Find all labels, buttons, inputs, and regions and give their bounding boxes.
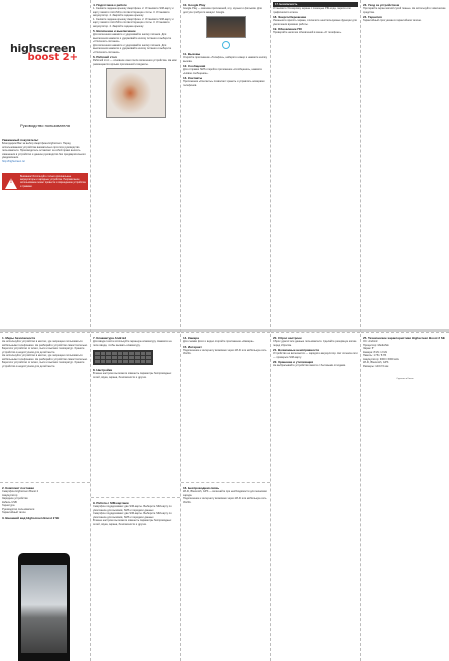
section-heading: 16. Беспроводная связь: [183, 486, 220, 490]
spec-item: Процессор: MediaTek: [363, 343, 389, 347]
column-1: [0, 0, 90, 661]
section-text: Сброс удалит все данные пользователя. Сделайте резервную копию перед сбросом.: [273, 340, 357, 347]
contents-item: Руководство пользователя: [2, 507, 35, 511]
safety-text-2: Не используйте устройство в местах, где запрещено пользоваться мобильными телефонами. Не разбирайте устройство самостоятельно. Берегите устройство от влаги, пыли и высоких температур. Храните устройство в недоступном для детей месте.: [2, 354, 88, 368]
spec-item: Память: 1 ГБ / 8 ГБ: [363, 354, 387, 357]
section-text: Смартфон поддерживает две SIM-карты. Выберите SIM-карту по умолчанию для вызовов, SMS и передачи данных.: [93, 505, 172, 512]
cover-panel: [0, 0, 90, 329]
section-text: Для включения нажмите и удерживайте кнопку питания. Для выключения нажмите и удерживайте кнопку питания и выберите «Отключить питание».: [93, 33, 172, 43]
contents-item: Аккумулятор: [2, 493, 18, 497]
spec-item: Камера: 8 Мп / 2 Мп: [363, 350, 388, 354]
section-heading: 7. Клавиатура Android: [93, 336, 127, 340]
security-panel: [271, 0, 360, 329]
wireless-panel: [181, 482, 270, 661]
warning-text: Внимание! Используйте только оригинальные аккумуляторы и зарядные устройства. Неправильное использование может привести к повреждению устройства и травмам.: [20, 175, 86, 188]
safety-panel: [0, 332, 90, 482]
contents-item: Зарядное устройство: [2, 497, 28, 500]
section-heading: 4. Подготовка к работе: [93, 3, 127, 7]
section-heading: 19. Обновление ПО: [273, 27, 302, 31]
contents-panel: [0, 482, 90, 661]
phone-illustration: [18, 553, 70, 661]
keyboard-screenshot: [93, 350, 153, 365]
section-text: Wi-Fi, Bluetooth, GPS — включайте при необходимости для экономии заряда.: [183, 490, 267, 497]
section-text: Протирайте экран мягкой сухой тканью. Не используйте химические средства.: [363, 7, 446, 14]
setup-panel: [91, 0, 180, 329]
section-heading: 22. Хранение и утилизация: [273, 360, 314, 364]
section-heading: 9. Работа с SIM-картами: [93, 501, 129, 505]
spec-item: Wi-Fi, Bluetooth, GPS: [363, 361, 389, 364]
section-text: Для отправки SMS откройте приложение «Сообщения», нажмите «Новое сообщение».: [183, 68, 262, 75]
section-text: Установите блокировку экрана с помощью PIN-кода, пароля или графического ключа.: [273, 7, 351, 14]
section-heading: 15. Интернет: [183, 344, 202, 349]
spec-item: Экран: 5": [363, 347, 375, 350]
warning-box: [2, 173, 88, 190]
section-text: Гарантийный срок указан в гарантийном талоне.: [363, 19, 422, 22]
contents-item: Гарантийный талон: [2, 511, 26, 514]
section-text: Не выбрасывайте устройство вместе с бытовыми отходами.: [273, 364, 346, 367]
section-heading: 5. Включение и выключение: [93, 29, 136, 33]
section-text: В меню настроек вы можете изменить параметры беспроводных сетей, звука, экрана, безопасности и другие.: [93, 519, 172, 526]
spec-item: ОС: Android: [363, 340, 378, 343]
section-text: Рабочий стол — основное окно после включения устройства. На нём размещаются ярлыки приложений и виджеты.: [93, 59, 177, 66]
keyboard-panel: [91, 332, 180, 497]
section-heading: 24. Гарантия: [363, 15, 382, 19]
appearance-heading: 3. Внешний вид Highscreen Boost 2 SE: [2, 515, 60, 520]
contents-item: Кабель USB: [2, 500, 17, 504]
section-text: Google Play — магазин приложений, игр, музыки и фильмов. Для доступа требуется аккаунт Google.: [183, 7, 262, 14]
intro-heading: Уважаемый покупатель!: [2, 138, 39, 142]
column-5: [360, 0, 449, 661]
contents-heading: 2. Комплект поставки: [2, 486, 34, 490]
footer-note: Сделано в Китае: [396, 378, 414, 380]
section-heading: 12. Сообщения: [183, 64, 206, 68]
loading-icon: [222, 41, 230, 49]
section-text: В меню настроек вы можете изменить параметры беспроводных сетей, звука, экрана, безопасности и другие.: [93, 372, 172, 379]
spec-item: Размеры: 143×72 мм: [363, 364, 389, 368]
section-text: Для включения нажмите и удерживайте кнопку питания. Для выключения нажмите и удерживайте кнопку питания и выберите «Отключить питание».: [93, 43, 172, 54]
column-4: [270, 0, 360, 661]
section-text: Откройте приложение «Телефон», наберите номер и нажмите кнопку вызова.: [183, 56, 268, 63]
play-screenshot: [206, 16, 246, 38]
warning-icon: [5, 178, 17, 189]
column-2: [90, 0, 180, 661]
section-heading: 8. Настройки: [93, 368, 113, 372]
section-heading: 14. Камера: [183, 336, 199, 340]
intro-text: Благодарим Вас за выбор смартфона Highscreen. Перед использованием устройства внимательно прочтите руководство пользователя. Производитель оставляет за собой право вносить изменения в устройство и данное руководство без предварительного уведомления.: [2, 142, 86, 159]
section-heading: 23. Уход за устройством: [363, 3, 400, 7]
section-heading: 20. Сброс настроек: [273, 336, 302, 340]
troubleshoot-panel: [271, 332, 360, 661]
column-3: [180, 0, 270, 661]
safety-text: Не используйте устройство в местах, где запрещено пользоваться мобильными телефонами. Не разбирайте устройство самостоятельно. Берегите устройство от влаги, пыли и высоких температур. Храните устройство в недоступном для детей месте.: [2, 340, 88, 354]
section-text: Приложение «Контакты» позволяет хранить и управлять номерами телефонов.: [183, 80, 265, 87]
section-heading: 18. Энергосбережение: [273, 15, 307, 19]
desktop-screenshot: [106, 68, 166, 118]
section-text: Смартфон поддерживает две SIM-карты. Выберите SIM-карту по умолчанию для вызовов, SMS и передачи данных.: [93, 512, 172, 519]
section-heading: 21. Возможные неисправности: [273, 348, 320, 352]
brand-logo: [10, 42, 88, 63]
specs-heading: 25. Технические характеристики Highscreen Boost 2 SE: [363, 336, 445, 340]
section-text: Для ввода текста используйте экранную клавиатуру. Нажмите на поле ввода, чтобы вызвать клавиатуру.: [93, 340, 172, 347]
section-text: Подключение к интернету возможно через Wi-Fi или мобильную сеть 3G/4G.: [183, 348, 267, 355]
specs-panel: [361, 332, 449, 661]
contents-item: Гарнитура: [2, 504, 15, 507]
spec-item: Аккумулятор: 3000 / 6000 мАч: [363, 357, 400, 361]
camera-panel: [181, 332, 270, 482]
brand-model: boost 2+: [27, 52, 78, 63]
document-title: Руководство пользователя: [20, 123, 70, 128]
section-text: 1. Снимите заднюю крышку смартфона. 2. Установите SIM-карту и карту памяти microSD в соответствующие слоты. 3. Установите аккумулятор. 4. Закройте заднюю крышку.: [93, 7, 174, 17]
sim-panel: [91, 497, 180, 661]
play-panel: [181, 0, 270, 329]
safety-heading: 1. Меры безопасности: [2, 336, 36, 340]
section-text: 1. Снимите заднюю крышку смартфона. 2. Установите SIM-карту и карту памяти microSD в соответствующие слоты. 3. Установите аккумулятор. 4. Закройте заднюю крышку.: [93, 17, 174, 28]
section-text: Уменьшите яркость экрана, отключите неиспользуемые функции для увеличения времени работы.: [273, 19, 357, 26]
section-heading: 6. Рабочий стол: [93, 55, 117, 59]
phone-screen: [21, 565, 67, 653]
section-text: Для съёмки фото и видео откройте приложение «Камера».: [183, 340, 255, 343]
section-heading: 13. Контакты: [183, 76, 203, 80]
section-text: Проверяйте наличие обновлений в меню «О телефоне».: [273, 31, 342, 34]
care-panel: [361, 0, 449, 329]
section-heading: 11. Вызовы: [183, 52, 201, 56]
brand-name: highscreen: [10, 42, 76, 55]
site-link[interactable]: http://highscreen.ru/: [2, 159, 25, 163]
section-text: Устройство не включается — зарядите аккумулятор. Нет сигнала сети — проверьте SIM-карту.: [273, 352, 358, 359]
section-banner: 17. Безопасность: [273, 2, 358, 7]
section-text: Подключение к интернету возможно через Wi-Fi или мобильную сеть 3G/4G.: [183, 497, 267, 504]
contents-item: Смартфон Highscreen Boost 2: [2, 490, 39, 493]
section-heading: 10. Google Play: [183, 3, 206, 7]
